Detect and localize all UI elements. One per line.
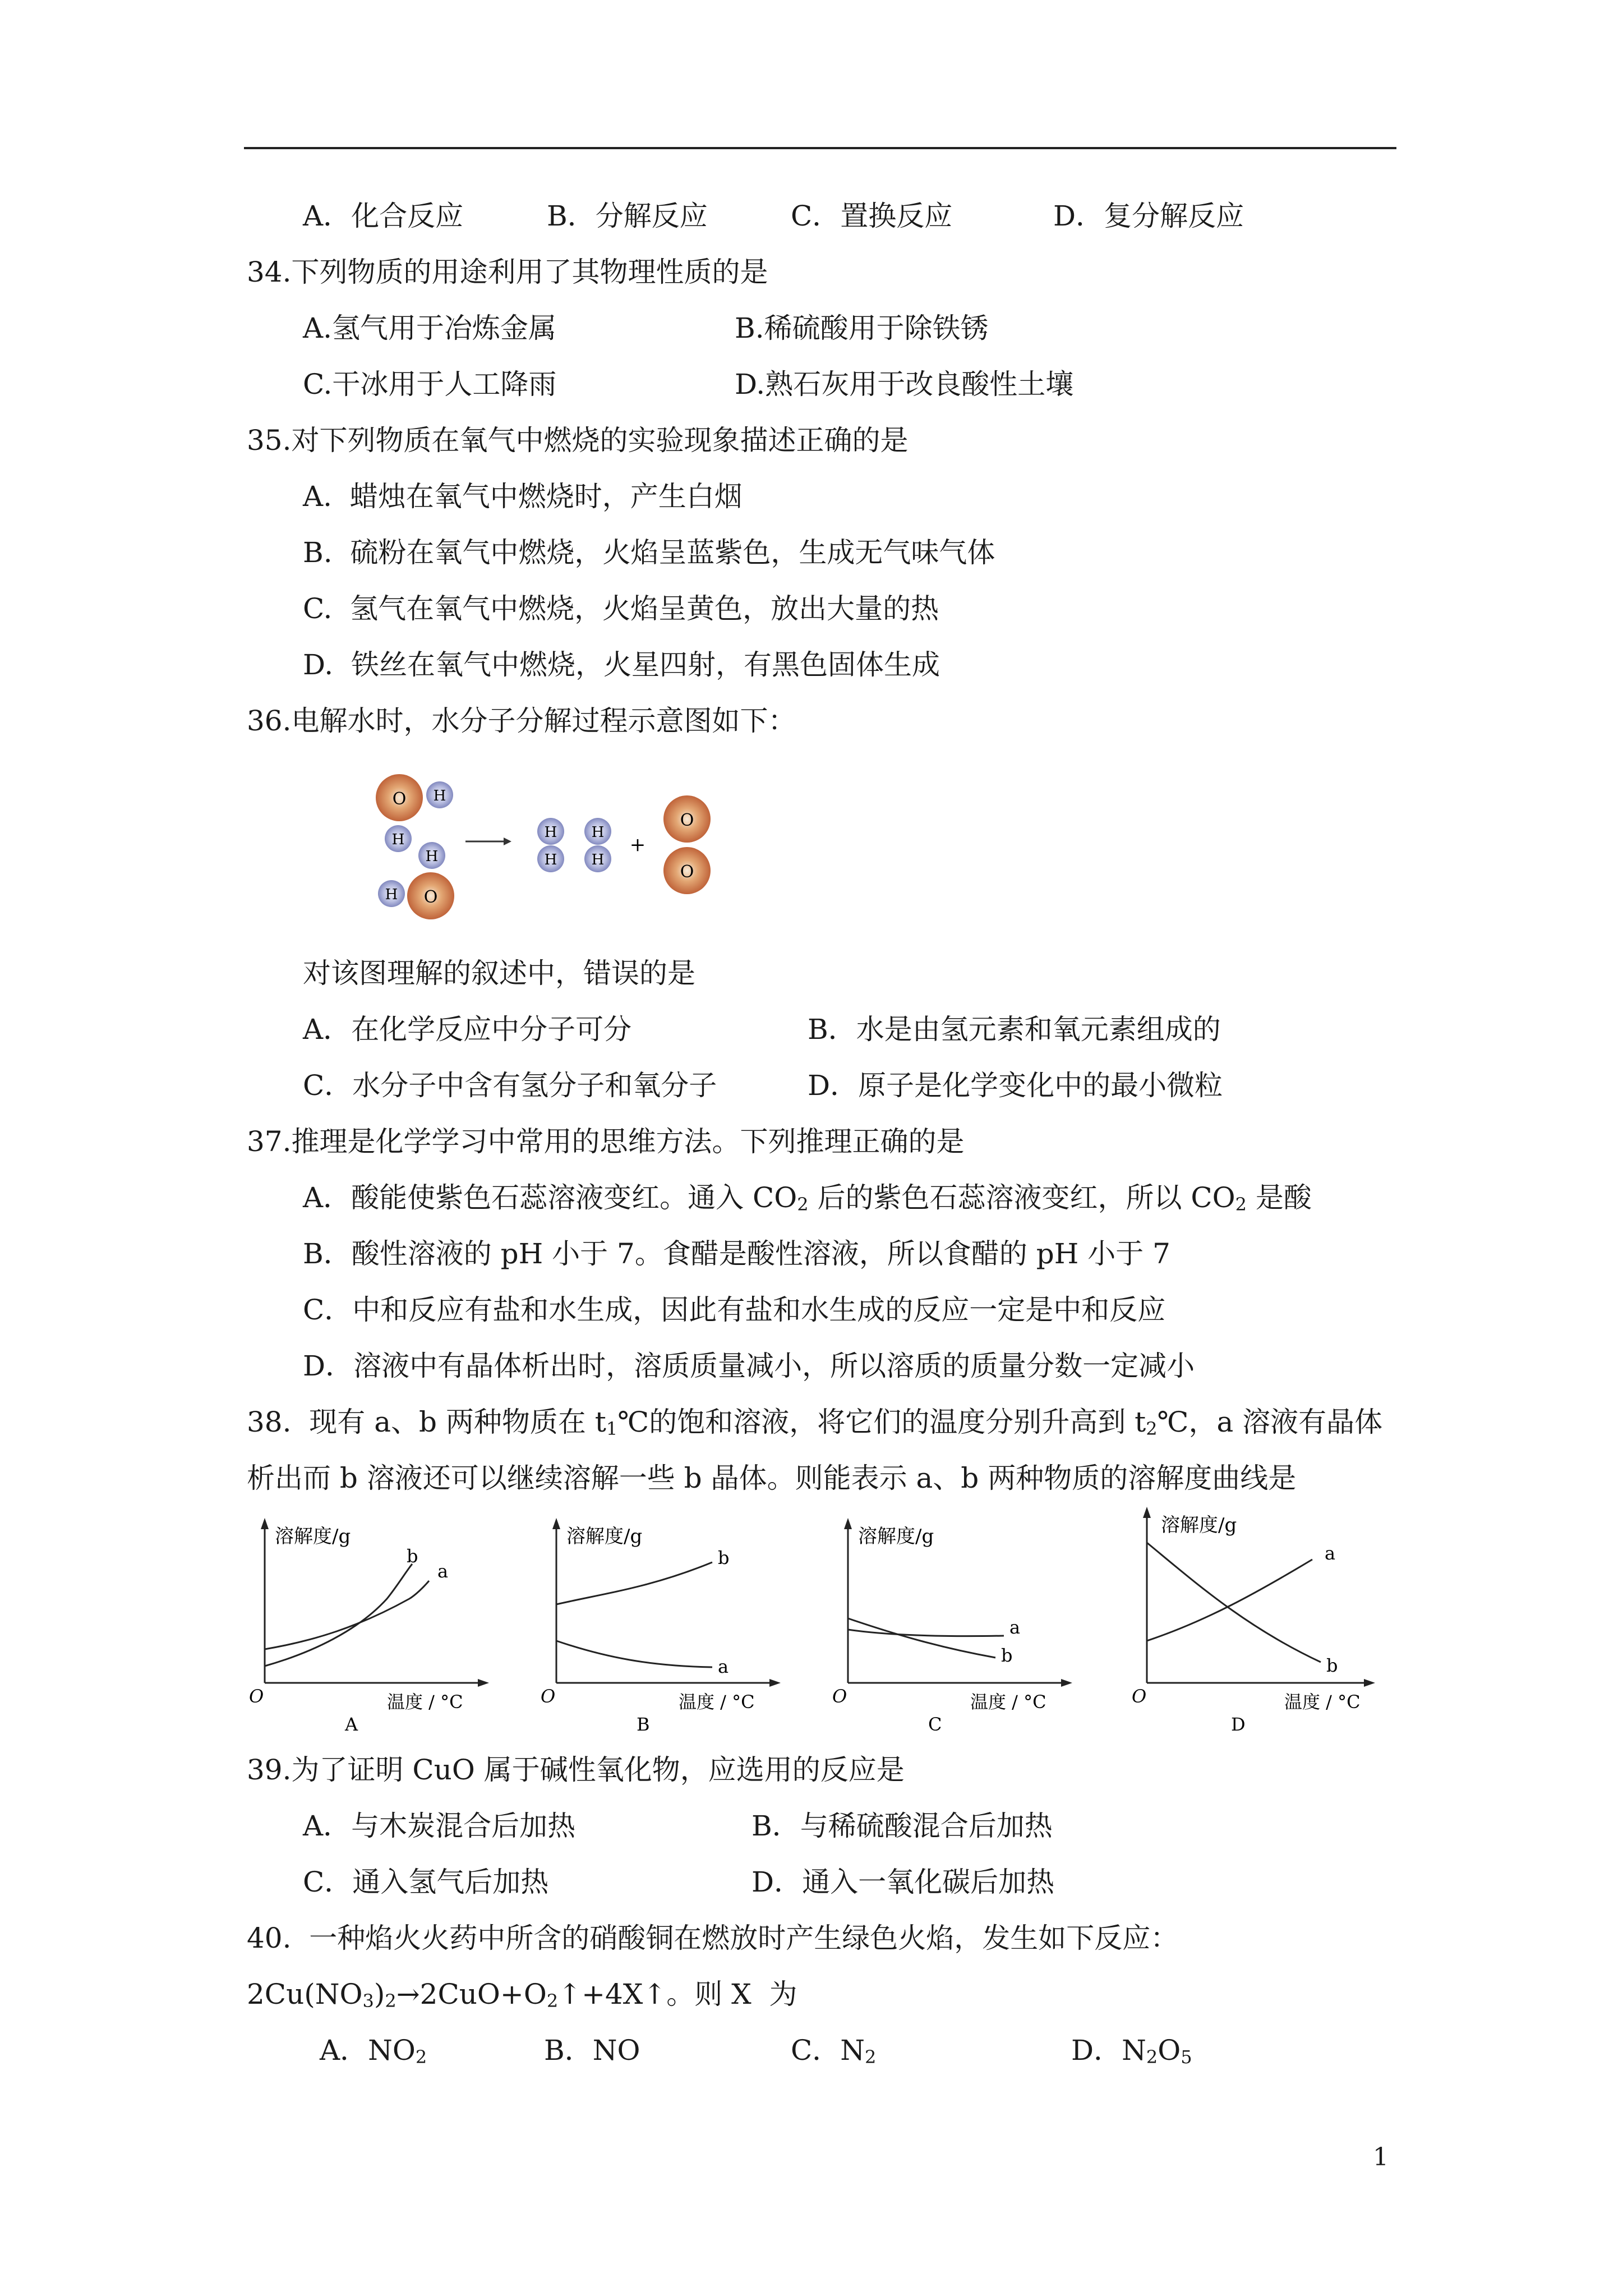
q39-option-b: B．与稀硫酸混合后加热 [751,1810,1053,1842]
y-axis-label: 溶解度/g [858,1525,934,1548]
q33-option-b: B．分解反应 [547,200,708,232]
hydrogen-label: H [591,824,605,841]
page-number: 1 [1373,2143,1389,2171]
plus-sign: + [629,834,646,856]
solubility-graph-b [538,1515,785,1733]
water-molecule-bottom [378,842,454,919]
q40-stem: 40. 一种焰火火药中所含的硝酸铜在燃放时产生绿色火焰，发生如下反应： [247,1922,1179,1954]
curve-b-label: b [718,1547,730,1568]
x-axis-label: 温度 / °C [970,1691,1046,1713]
x-axis-label: 温度 / °C [387,1691,463,1713]
origin-label: O [249,1686,264,1707]
reaction-arrow [465,838,511,845]
q35-option-d: D. 铁丝在氧气中燃烧，火星四射，有黑色固体生成 [303,648,940,681]
graph-letter: D [1231,1714,1246,1733]
q33-option-c: C．置换反应 [791,200,953,232]
q40-option-c: C．$N_2$ [791,2034,877,2068]
curve-a-label: a [1325,1543,1336,1564]
q33-option-a: A．化合反应 [303,200,464,232]
graph-letter: A [345,1714,358,1733]
water-molecule-top [376,774,453,852]
origin-label: O [541,1686,556,1707]
hydrogen-label: H [544,852,557,868]
y-axis-label: 溶解度/g [566,1525,643,1548]
graph-letter: C [928,1714,942,1733]
q36-option-b: B．水是由氢元素和氧元素组成的 [808,1013,1221,1046]
q40-option-b: B．NO [544,2034,640,2067]
curve-b [848,1618,995,1658]
hydrogen-label: H [385,886,398,903]
oxygen-label: O [392,789,407,809]
curve-b [1147,1543,1321,1662]
q37-stem: 37.推理是化学学习中常用的思维方法。下列推理正确的是 [247,1125,965,1158]
origin-label: O [1132,1686,1147,1707]
q36-prompt: 对该图理解的叙述中，错误的是 [303,957,695,990]
q35-option-b: B. 硫粉在氧气中燃烧，火焰呈蓝紫色，生成无气味气体 [303,536,995,569]
q35-option-c: C. 氢气在氧气中燃烧，火焰呈黄色，放出大量的热 [303,592,939,625]
origin-label: O [832,1686,847,1707]
curve-a-label: a [437,1561,449,1582]
oxygen-label: O [680,862,694,882]
y-axis-label: 溶解度/g [275,1525,351,1548]
hydrogen-label: H [544,824,557,841]
q34-option-b: B.稀硫酸用于除铁锈 [735,312,989,344]
curve-a [556,1641,712,1667]
curve-a-label: a [1009,1617,1021,1638]
hydrogen-label: H [391,831,405,848]
graph-letter: B [637,1714,650,1733]
q35-option-a: A. 蜡烛在氧气中燃烧时，产生白烟 [303,480,743,513]
q33-option-d: D．复分解反应 [1053,200,1244,232]
q38-stem-line1: 38. 现有 a、b 两种物质在 $t_1℃$的饱和溶液，将它们的温度分别升高到 $t_2℃$，a 溶液有晶体 [247,1406,1383,1439]
q35-stem: 35.对下列物质在氧气中燃烧的实验现象描述正确的是 [247,424,909,457]
curve-a [1147,1559,1312,1641]
x-axis-label: 温度 / °C [1284,1691,1361,1713]
q39-option-a: A．与木炭混合后加热 [303,1810,576,1842]
q34-stem: 34.下列物质的用途利用了其物理性质的是 [247,256,768,288]
q37-option-c: C．中和反应有盐和水生成，因此有盐和水生成的反应一定是中和反应 [303,1294,1166,1326]
q40-equation: $2Cu(NO_3)_2\to 2CuO+O_2↑+4X↑$。则 X 为 [247,1978,797,2012]
oxygen-molecule [663,795,711,894]
q34-option-c: C.干冰用于人工降雨 [303,368,557,401]
solubility-graph-c [830,1515,1077,1733]
oxygen-label: O [680,811,694,830]
q38-stem-line2: 析出而 b 溶液还可以继续溶解一些 b 晶体。则能表示 a、b 两种物质的溶解度曲线是 [247,1462,1297,1494]
q37-option-a: A．酸能使紫色石蕊溶液变红。通入 $CO_2$ 后的紫色石蕊溶液变红，所以 $CO_2$ 是酸 [303,1181,1312,1215]
q36-option-a: A．在化学反应中分子可分 [303,1013,632,1046]
solubility-graph-a [247,1515,494,1733]
y-axis-label: 溶解度/g [1161,1514,1237,1536]
q37-option-d: D．溶液中有晶体析出时，溶质质量减小，所以溶质的质量分数一定减小 [303,1350,1195,1382]
curve-a [265,1581,429,1649]
q36-stem: 36.电解水时，水分子分解过程示意图如下： [247,705,796,737]
curve-b [265,1564,412,1666]
oxygen-label: O [423,887,438,907]
q36-option-d: D．原子是化学变化中的最小微粒 [808,1069,1223,1102]
curve-a [848,1630,1004,1636]
x-axis-label: 温度 / °C [679,1691,755,1713]
curve-b-label: b [1326,1655,1338,1676]
curve-b-label: b [1001,1645,1013,1666]
hydrogen-molecule [537,818,564,872]
q40-option-d: D．$N_2O_5$ [1071,2034,1192,2068]
q34-option-d: D.熟石灰用于改良酸性土壤 [735,368,1074,401]
hydrogen-molecule [584,818,611,872]
q36-option-c: C．水分子中含有氢分子和氧分子 [303,1069,717,1102]
water-electrolysis-diagram [359,763,729,931]
q34-option-a: A.氢气用于冶炼金属 [303,312,557,344]
q39-stem: 39.为了证明 CuO 属于碱性氧化物，应选用的反应是 [247,1754,905,1786]
q37-option-b: B．酸性溶液的 pH 小于 7。食醋是酸性溶液，所以食醋的 pH 小于 7 [303,1237,1170,1270]
curve-b [556,1562,712,1604]
header-rule [244,147,1396,149]
hydrogen-label: H [591,852,605,868]
q39-option-c: C．通入氢气后加热 [303,1866,549,1898]
q39-option-d: D．通入一氧化碳后加热 [751,1866,1055,1898]
curve-b-label: b [407,1545,418,1567]
solubility-graph-d [1122,1503,1385,1733]
hydrogen-label: H [425,848,439,865]
hydrogen-label: H [433,788,446,804]
curve-a-label: a [718,1656,729,1677]
q40-option-a: A．$NO_2$ [320,2034,427,2068]
